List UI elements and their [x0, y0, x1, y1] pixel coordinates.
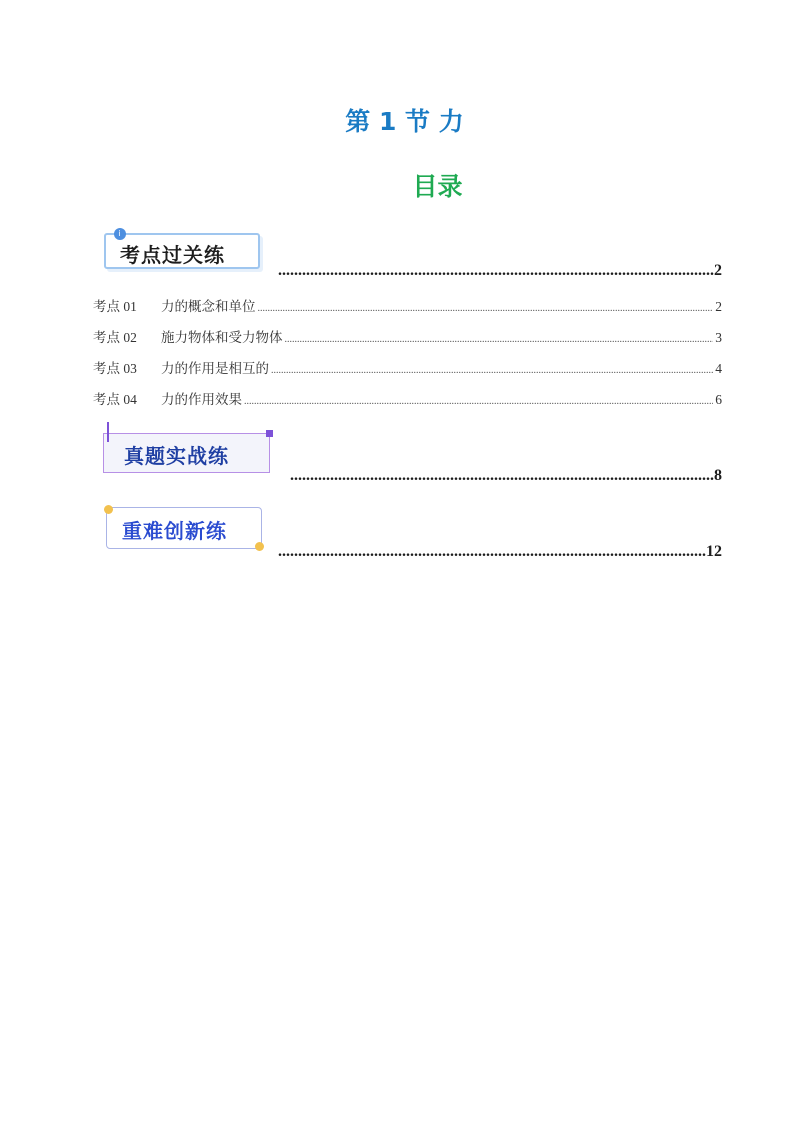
corner-dot-icon — [255, 542, 264, 551]
toc-entry-page: 3 — [715, 330, 722, 345]
corner-dot-icon — [104, 505, 113, 514]
toc-entry-code: 考点 03 — [93, 361, 137, 376]
corner-square-icon — [266, 430, 273, 437]
toc-entry[interactable] — [93, 295, 722, 315]
toc-entry-code: 考点 02 — [93, 330, 137, 345]
section-badge-label: 真题实战练 — [124, 444, 229, 468]
toc-entry[interactable] — [93, 326, 722, 346]
dot-leader — [256, 303, 714, 314]
section-page-number: 8 — [714, 467, 722, 484]
dot-leader — [278, 262, 714, 280]
document-title: 第 1 节 力 — [345, 107, 464, 136]
dot-leader — [290, 467, 714, 485]
section-badge-kaodian[interactable] — [104, 229, 260, 269]
section-badge-zhenti[interactable] — [103, 433, 270, 473]
toc-entry-title: 力的概念和单位 — [161, 299, 256, 314]
info-dot-icon: i — [114, 228, 126, 240]
dot-leader — [242, 396, 713, 407]
dot-leader — [278, 543, 706, 561]
toc-entry-title: 力的作用是相互的 — [161, 361, 269, 376]
toc-entry-page: 2 — [715, 299, 722, 314]
section-badge-label: 重难创新练 — [122, 519, 227, 543]
toc-entry-code: 考点 04 — [93, 392, 137, 407]
dot-leader — [283, 334, 714, 345]
toc-entry-page: 4 — [715, 361, 722, 376]
toc-entry[interactable] — [93, 357, 722, 377]
toc-entry[interactable] — [93, 388, 722, 408]
toc-entry-title: 施力物体和受力物体 — [161, 330, 283, 345]
toc-heading: 目录 — [412, 172, 463, 201]
section-leader-kaodian[interactable] — [278, 262, 722, 280]
section-leader-zhongnan[interactable] — [278, 543, 722, 561]
section-leader-zhenti[interactable] — [290, 467, 722, 485]
section-badge-zhongnan[interactable] — [106, 507, 262, 549]
toc-entry-page: 6 — [715, 392, 722, 407]
section-badge-label: 考点过关练 — [120, 243, 225, 267]
toc-entry-title: 力的作用效果 — [161, 392, 242, 407]
section-page-number: 2 — [714, 262, 722, 279]
section-page-number: 12 — [706, 543, 722, 560]
dot-leader — [269, 365, 713, 376]
toc-entry-code: 考点 01 — [93, 299, 137, 314]
accent-line-icon — [107, 422, 109, 442]
